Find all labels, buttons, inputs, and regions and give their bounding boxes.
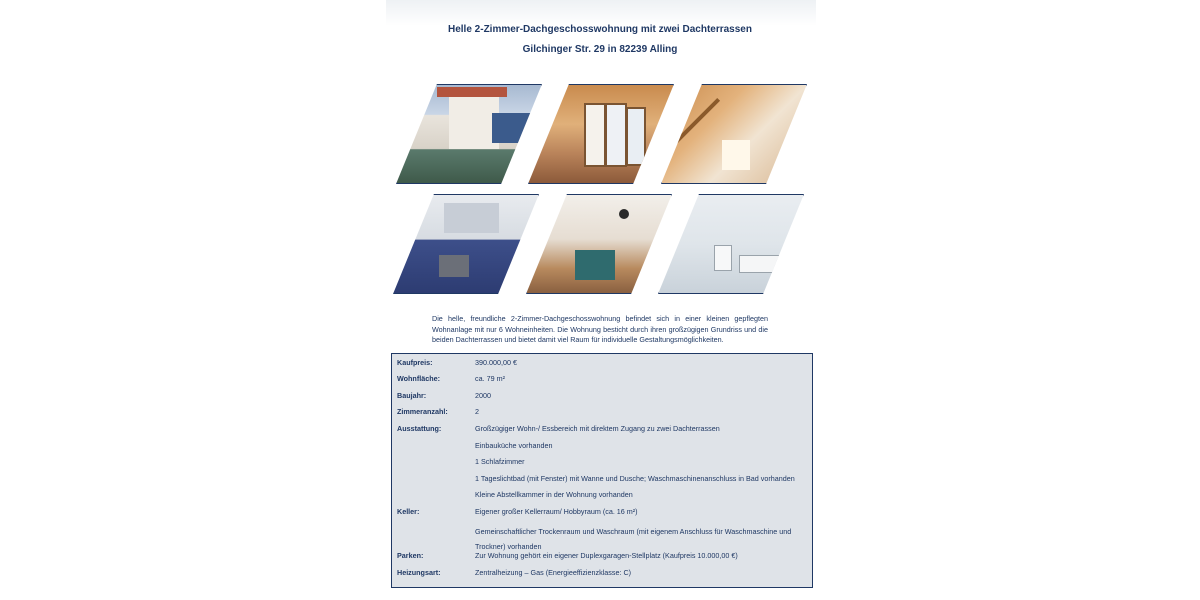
label-parking: Parken: (397, 551, 424, 560)
feature-item: 1 Schlafzimmer (475, 457, 525, 466)
label-heating: Heizungsart: (397, 568, 441, 577)
value-heating: Zentralheizung – Gas (Energieeffizienzklasse: C) (475, 568, 632, 577)
label-price: Kaufpreis: (397, 358, 433, 367)
photo-living-room-windows[interactable] (528, 84, 674, 184)
listing-address: Gilchinger Str. 29 in 82239 Alling (522, 44, 678, 55)
label-features: Ausstattung: (397, 424, 442, 433)
header-band (386, 0, 816, 26)
listing-title: Helle 2-Zimmer-Dachgeschosswohnung mit zwei Dachterrassen (448, 24, 752, 35)
value-price: 390.000,00 € (475, 358, 517, 367)
label-rooms: Zimmeranzahl: (397, 407, 448, 416)
feature-item: Kleine Abstellkammer in der Wohnung vorhanden (475, 490, 633, 499)
value-area: ca. 79 m² (475, 374, 505, 383)
value-parking: Zur Wohnung gehört ein eigener Duplexgaragen-Stellplatz (Kaufpreis 10.000,00 €) (475, 551, 738, 560)
details-table (391, 353, 813, 588)
label-year: Baujahr: (397, 391, 427, 400)
label-cellar: Keller: (397, 507, 420, 516)
photo-bathroom[interactable] (658, 194, 804, 294)
photo-house-exterior[interactable] (396, 84, 542, 184)
feature-item: Großzügiger Wohn-/ Essbereich mit direktem Zugang zu zwei Dachterrassen (475, 424, 720, 433)
value-rooms: 2 (475, 407, 479, 416)
photo-kitchen[interactable] (393, 194, 539, 294)
label-area: Wohnfläche: (397, 374, 440, 383)
photo-bedroom[interactable] (526, 194, 672, 294)
feature-item: Einbauküche vorhanden (475, 441, 553, 450)
cellar-item: Gemeinschaftlicher Trockenraum und Waschraum (mit eigenem Anschluss für Waschmaschine und Trockner) vorhanden (475, 527, 792, 551)
feature-item: 1 Tageslichtbad (mit Fenster) mit Wanne und Dusche; Waschmaschinenanschluss in Bad vorhanden (475, 474, 795, 483)
photo-gallery (390, 84, 810, 296)
listing-description: Die helle, freundliche 2-Zimmer-Dachgeschosswohnung befindet sich in einer kleinen gepflegten Wohnanlage mit nur 6 Wohneinheiten. Die Wohnung besticht durch ihren großzügigen Grundriss und die beiden Dachterrassen und bietet damit viel Raum für individuelle Gestaltungsmöglichkeiten. (432, 314, 768, 345)
cellar-item: Eigener großer Kellerraum/ Hobbyraum (ca. 16 m²) (475, 507, 638, 516)
value-year: 2000 (475, 391, 491, 400)
photo-attic-beams[interactable] (661, 84, 807, 184)
